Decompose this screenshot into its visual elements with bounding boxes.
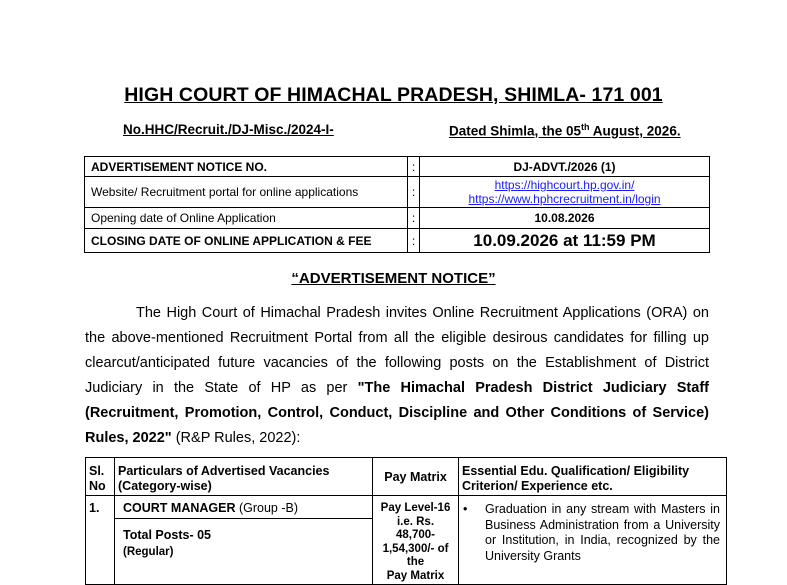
pay-line2: i.e. Rs. 48,700- bbox=[395, 515, 435, 541]
info-colon: : bbox=[408, 229, 420, 253]
info-label: ADVERTISEMENT NOTICE NO. bbox=[85, 157, 408, 177]
header-qualification bbox=[459, 458, 727, 496]
header-qualification-line1: Essential Edu. Qualification/ Eligibility bbox=[462, 464, 690, 478]
info-row-closing-date bbox=[85, 229, 710, 253]
dated-suffix: August, 2026. bbox=[589, 123, 681, 139]
header-qualification-line2: Criterion/ Experience etc. bbox=[462, 479, 613, 493]
post-name: COURT MANAGER bbox=[123, 501, 236, 515]
qualification-text: Graduation in any stream with Masters in Business Administration from a University or Institution, in India, recognized by the University Grants bbox=[485, 502, 720, 563]
reference-number: No.HHC/Recruit./DJ-Misc./2024-I- bbox=[123, 122, 334, 137]
info-table bbox=[84, 156, 710, 253]
post-group: (Group -B) bbox=[235, 501, 299, 515]
header-pay-matrix: Pay Matrix bbox=[373, 458, 459, 496]
dated-superscript: th bbox=[581, 122, 590, 132]
para-text-2: (R&P Rules, 2022): bbox=[171, 430, 301, 446]
header-sl-line1: Sl. bbox=[89, 464, 105, 478]
bullet-icon: • bbox=[463, 502, 468, 516]
info-label: Opening date of Online Application bbox=[85, 208, 408, 229]
table-row bbox=[86, 496, 727, 585]
post-name-line bbox=[115, 496, 372, 519]
dated-prefix: Dated Shimla, the 05 bbox=[449, 123, 582, 139]
row-sl: 1. bbox=[86, 496, 115, 585]
header-particulars bbox=[115, 458, 373, 496]
highcourt-link[interactable]: https://highcourt.hp.gov.in/ bbox=[494, 178, 635, 192]
info-colon: : bbox=[408, 177, 420, 208]
pay-line4: Pay Matrix bbox=[386, 569, 445, 582]
pay-line3: 1,54,300/- of the bbox=[382, 542, 449, 568]
header-particulars-line2: (Category-wise) bbox=[118, 479, 212, 493]
header-sl-line2: No bbox=[89, 479, 106, 493]
info-label: Website/ Recruitment portal for online applications bbox=[85, 177, 408, 208]
info-colon: : bbox=[408, 208, 420, 229]
header-particulars-line1: Particulars of Advertised Vacancies bbox=[118, 464, 330, 478]
header-sl bbox=[86, 458, 115, 496]
info-row-opening-date bbox=[85, 208, 710, 229]
advertisement-heading: “ADVERTISEMENT NOTICE” bbox=[291, 270, 496, 287]
info-row-portal bbox=[85, 177, 710, 208]
info-value: 10.09.2026 at 11:59 PM bbox=[420, 229, 710, 253]
info-value: 10.08.2026 bbox=[420, 208, 710, 229]
row-particulars bbox=[115, 496, 373, 585]
info-label: CLOSING DATE OF ONLINE APPLICATION & FEE bbox=[85, 229, 408, 253]
qualification-item bbox=[463, 502, 720, 564]
notice-paragraph bbox=[85, 301, 709, 451]
pay-line1: Pay Level-16 bbox=[380, 502, 451, 514]
para-text-1: The High Court of Himachal Pradesh invites Online Recruitment Applications (ORA) on the above-mentioned Recruitment Portal from all the eligible desirous candidates for filling up clearcut/anticipated future vacancies of the following posts on the Establishment of District Judiciary in the State of HP as per bbox=[85, 305, 709, 396]
info-colon: : bbox=[408, 157, 420, 177]
total-posts: Total Posts- 05 bbox=[123, 528, 211, 542]
info-value-links bbox=[420, 177, 710, 208]
posts-table bbox=[85, 457, 727, 585]
info-value: DJ-ADVT./2026 (1) bbox=[420, 157, 710, 177]
para-rules-name: "The Himachal Pradesh District Judiciary Staff (Recruitment, Promotion, Control, Conduct, Discipline and Other Conditions of Service) Rules, 2022" bbox=[85, 380, 709, 446]
posts-header-row bbox=[86, 458, 727, 496]
row-pay-matrix bbox=[373, 496, 459, 585]
dated-line bbox=[449, 122, 681, 139]
info-row-advt-no bbox=[85, 157, 710, 177]
post-details bbox=[115, 519, 372, 561]
page-title: HIGH COURT OF HIMACHAL PRADESH, SHIMLA- 171 001 bbox=[124, 84, 663, 106]
post-category: (Regular) bbox=[123, 546, 174, 558]
row-qualification bbox=[459, 496, 727, 585]
recruitment-portal-link[interactable]: https://www.hphcrecruitment.in/login bbox=[468, 192, 661, 206]
